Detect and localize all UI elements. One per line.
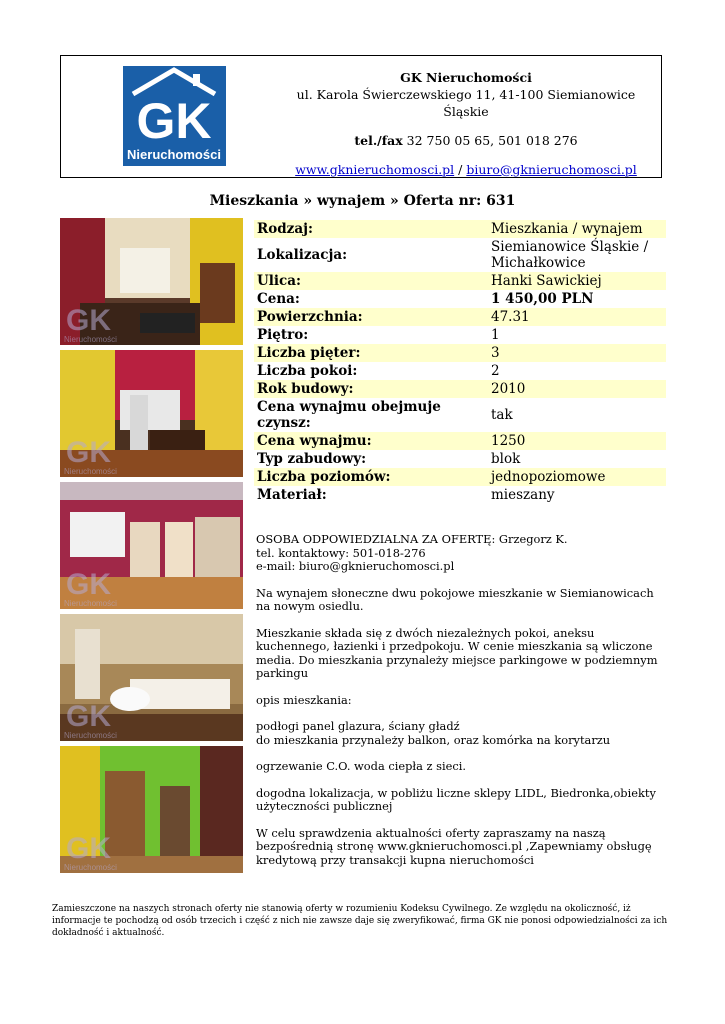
property-label: Typ zabudowy:: [257, 451, 367, 467]
photo-gallery: [60, 218, 243, 878]
property-row: [254, 220, 666, 238]
company-phone: [291, 133, 641, 150]
tel-numbers: 32 750 05 65, 501 018 276: [406, 132, 578, 148]
header-box: [60, 55, 662, 178]
gk-logo: [123, 66, 226, 166]
property-label: Cena:: [257, 291, 300, 307]
photo-watermark-sub: Nieruchomości: [64, 599, 117, 608]
property-row: [254, 450, 666, 468]
tel-label: tel./fax: [354, 132, 403, 148]
property-value: 2010: [488, 380, 666, 398]
photo-watermark-sub: Nieruchomości: [64, 863, 117, 872]
kitchen-photo[interactable]: [60, 350, 243, 477]
property-label: Liczba pokoi:: [257, 363, 358, 379]
property-row: [254, 486, 666, 504]
property-value: Siemianowice Śląskie / Michałkowice: [491, 239, 649, 271]
description-line: do mieszkania przynależy balkon, oraz komórka na korytarzu: [256, 732, 611, 747]
photo-watermark-sub: Nieruchomości: [64, 335, 117, 344]
property-value: 1: [491, 327, 500, 343]
property-value: Mieszkania / wynajem: [488, 220, 666, 238]
photo-watermark: GK: [66, 832, 111, 865]
property-label: Liczba poziomów:: [254, 468, 488, 486]
property-value: 2: [491, 363, 500, 379]
link-separator: /: [458, 161, 463, 177]
property-value: mieszany: [491, 487, 555, 503]
contact-block: [256, 533, 666, 574]
property-label: Liczba pięter:: [254, 344, 488, 362]
email-link[interactable]: biuro@gknieruchomosci.pl: [466, 161, 637, 177]
property-label: Powierzchnia:: [254, 308, 488, 326]
property-row: [254, 272, 666, 290]
photo-watermark-sub: Nieruchomości: [64, 467, 117, 476]
logo-letters: GK: [136, 93, 212, 149]
contact-person: OSOBA ODPOWIEDZIALNA ZA OFERTĘ: Grzegorz K.: [256, 532, 568, 546]
bedroom-photo[interactable]: [60, 482, 243, 609]
website-link[interactable]: www.gknieruchomosci.pl: [295, 161, 455, 177]
description-line: podłogi panel glazura, ściany gładź: [256, 719, 460, 733]
photo-watermark: GK: [66, 304, 111, 337]
property-value: tak: [491, 407, 513, 423]
property-row: [254, 432, 666, 450]
description-paragraph: Na wynajem słoneczne dwu pokojowe mieszkanie w Siemianowicach na nowym osiedlu.: [256, 585, 654, 613]
property-value: jednopoziomowe: [488, 468, 666, 486]
property-details-table: [254, 220, 666, 504]
property-row: [254, 398, 666, 432]
property-row: [254, 308, 666, 326]
property-value: 1250: [488, 432, 666, 450]
property-row: [254, 362, 666, 380]
living-room-photo[interactable]: [60, 218, 243, 345]
property-value: Hanki Sawickiej: [488, 272, 666, 290]
property-label: Materiał:: [257, 487, 327, 503]
property-label: Cena wynajmu obejmuje czynsz:: [257, 399, 441, 431]
property-row: [254, 238, 666, 272]
company-info: [291, 70, 641, 178]
property-row: [254, 290, 666, 308]
offer-description: [256, 533, 666, 880]
property-value: 3: [488, 344, 666, 362]
property-value: 47.31: [488, 308, 666, 326]
property-row: [254, 380, 666, 398]
photo-watermark: GK: [66, 700, 111, 733]
property-label: Rodzaj:: [254, 220, 488, 238]
property-row: [254, 326, 666, 344]
property-value: 1 450,00 PLN: [491, 291, 594, 307]
description-paragraph: W celu sprawdzenia aktualności oferty zapraszamy na naszą bezpośrednią stronę www.gknieruchomosci.pl ,Zapewniamy obsługę kredytową przy transakcji kupna nieruchomości: [256, 825, 652, 867]
legal-disclaimer: Zamieszczone na naszych stronach oferty nie stanowią oferty w rozumieniu Kodeksu Cywilnego. Ze względu na okoliczność, iż informacje te pochodzą od osób trzecich i część z nich nie zawsze daje się zweryfikować, firma GK nie ponosi odpowiedzialności za ich dokładność i aktualność.: [52, 904, 668, 938]
property-row: [254, 344, 666, 362]
bathroom-photo[interactable]: [60, 614, 243, 741]
hallway-photo[interactable]: [60, 746, 243, 873]
property-row: [254, 468, 666, 486]
property-label: Lokalizacja:: [257, 247, 348, 263]
property-label: Ulica:: [254, 272, 488, 290]
description-paragraph: Mieszkanie składa się z dwóch niezależnych pokoi, aneksu kuchennego, łazienki i przedpokoju. W cenie mieszkania są wliczone media. Do mieszkania przynależy miejsce parkingowe w podziemnym parkingu: [256, 625, 658, 680]
page-title: Mieszkania » wynajem » Oferta nr: 631: [209, 193, 516, 209]
photo-watermark: GK: [66, 436, 111, 469]
contact-phone: tel. kontaktowy: 501-018-276: [256, 545, 426, 560]
photo-watermark: GK: [66, 568, 111, 601]
description-paragraph: [256, 720, 666, 747]
description-paragraph: opis mieszkania:: [256, 692, 352, 707]
property-label: Piętro:: [257, 327, 309, 343]
company-links: [291, 162, 641, 179]
description-paragraph: dogodna lokalizacja, w pobliżu liczne sklepy LIDL, Biedronka,obiekty użyteczności publicznej: [256, 785, 656, 813]
contact-email: e-mail: biuro@gknieruchomosci.pl: [256, 559, 455, 573]
property-value: blok: [491, 451, 521, 467]
property-label: Rok budowy:: [254, 380, 488, 398]
photo-watermark-sub: Nieruchomości: [64, 731, 117, 740]
description-paragraph: ogrzewanie C.O. woda ciepła z sieci.: [256, 759, 467, 773]
company-name: GK Nieruchomości: [400, 70, 532, 85]
company-address: ul. Karola Świerczewskiego 11, 41-100 Siemianowice Śląskie: [296, 86, 636, 119]
property-label: Cena wynajmu:: [254, 432, 488, 450]
logo-subtitle: Nieruchomości: [127, 147, 221, 162]
